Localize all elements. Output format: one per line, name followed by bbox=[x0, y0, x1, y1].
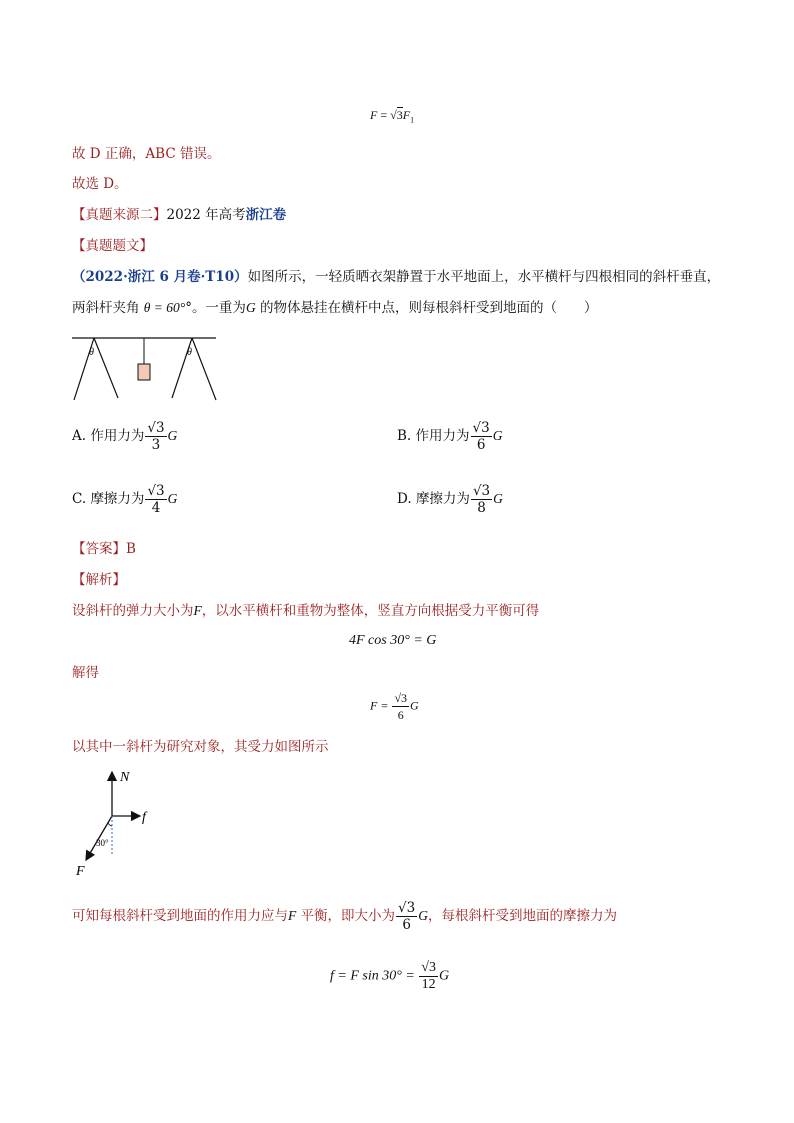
question-line-1 bbox=[72, 268, 720, 286]
sqrt-radicand: 3 bbox=[396, 108, 403, 122]
option-b-text: 作用力为 bbox=[415, 428, 470, 444]
eq2-den: 6 bbox=[397, 708, 404, 722]
option-c[interactable] bbox=[72, 483, 177, 516]
formula-var: F bbox=[402, 108, 411, 122]
question-line-2 bbox=[72, 299, 597, 317]
question-text-2a: 两斜杆夹角 bbox=[72, 300, 144, 316]
option-a-den: 3 bbox=[151, 437, 161, 453]
option-c-letter: C. bbox=[72, 491, 87, 507]
option-b-var: G bbox=[492, 428, 503, 443]
option-d-den: 8 bbox=[477, 500, 486, 516]
line3-num: 3 bbox=[406, 900, 416, 916]
eq3-lhs: f = F sin 30° = bbox=[330, 968, 419, 984]
source-line bbox=[72, 206, 286, 224]
force-diagram bbox=[68, 764, 163, 880]
question-text-2b: °。一重为 bbox=[185, 300, 246, 316]
eq3-den: 12 bbox=[421, 977, 436, 992]
left-leg-2 bbox=[94, 338, 118, 398]
analysis-text-3b: 平衡，即大小为 bbox=[296, 908, 396, 924]
question-weight-G: G bbox=[245, 300, 256, 315]
equation-1: 4F cos 30° = G bbox=[349, 633, 437, 648]
option-a-letter: A. bbox=[72, 428, 87, 444]
line3-fraction: $\frac{√3}{6}$ bbox=[398, 900, 416, 933]
option-d-fraction: $\frac{√3}{8}$ bbox=[472, 483, 491, 516]
option-a[interactable] bbox=[72, 420, 177, 453]
option-c-text: 摩擦力为 bbox=[90, 491, 145, 507]
analysis-text-3c: ，每根斜杆受到地面的摩擦力为 bbox=[428, 908, 617, 924]
option-b[interactable] bbox=[397, 420, 502, 453]
analysis-text-1a: 设斜杆的弹力大小为 bbox=[72, 603, 194, 619]
formula-subscript: 1 bbox=[410, 115, 415, 125]
answer-line: 【答案】B bbox=[72, 541, 136, 557]
question-text-1: 如图所示，一轻质晒衣架静置于水平地面上，水平横杆与四根相同的斜杆垂直， bbox=[247, 269, 721, 285]
analysis-tag: 【解析】 bbox=[72, 572, 126, 588]
eq2-var: G bbox=[410, 698, 419, 713]
eq3-fraction: $\frac{√3}{12}$ bbox=[421, 960, 436, 992]
solve-label: 解得 bbox=[72, 665, 99, 681]
option-d-text: 摩擦力为 bbox=[415, 491, 470, 507]
label-f: f bbox=[142, 810, 146, 825]
source-text: 2022 年高考 bbox=[166, 207, 246, 223]
question-text-2c: 的物体悬挂在横杆中点，则每根斜杆受到地面的（ ） bbox=[255, 300, 598, 316]
option-a-num: 3 bbox=[155, 420, 165, 436]
option-a-text: 作用力为 bbox=[90, 428, 145, 444]
option-c-var: G bbox=[167, 491, 178, 506]
source-region: 浙江卷 bbox=[245, 207, 287, 223]
option-b-den: 6 bbox=[476, 437, 486, 453]
question-title-tag: 【真题题文】 bbox=[72, 238, 153, 254]
conclusion-line-2: 故选 D。 bbox=[72, 176, 128, 192]
analysis-line-3 bbox=[72, 900, 617, 933]
equation-2 bbox=[370, 690, 419, 723]
previous-formula bbox=[370, 108, 414, 124]
option-d[interactable] bbox=[397, 483, 503, 516]
formula-equals: = bbox=[377, 108, 391, 122]
option-d-letter: D. bbox=[397, 491, 412, 507]
eq2-num: 3 bbox=[401, 691, 408, 705]
label-angle: 30° bbox=[96, 838, 109, 848]
option-d-var: G bbox=[493, 491, 503, 506]
question-prefix: （2022·浙江 6 月卷·T10） bbox=[72, 269, 248, 285]
source-tag: 【真题来源二】 bbox=[72, 207, 167, 223]
clothes-rack-figure bbox=[70, 330, 220, 402]
option-c-den: 4 bbox=[151, 500, 161, 516]
option-a-fraction: $\frac{√3}{3}$ bbox=[147, 420, 165, 453]
eq2-lhs: F = bbox=[370, 698, 392, 713]
option-c-num: 3 bbox=[156, 483, 165, 499]
conclusion-line-1: 故 D 正确，ABC 错误。 bbox=[72, 146, 221, 162]
theta-expression: θ = 60° bbox=[143, 300, 186, 315]
line3-var: G bbox=[418, 908, 428, 923]
label-N: N bbox=[120, 770, 130, 785]
analysis-line-2: 以其中一斜杆为研究对象，其受力如图所示 bbox=[72, 739, 329, 755]
right-leg-2 bbox=[192, 338, 216, 400]
option-b-num: 3 bbox=[481, 420, 490, 436]
analysis-text-3a: 可知每根斜杆受到地面的作用力应与 bbox=[72, 908, 288, 924]
option-b-fraction: $\frac{√3}{6}$ bbox=[472, 420, 490, 453]
formula-lhs: F bbox=[370, 108, 378, 122]
option-b-letter: B. bbox=[397, 428, 412, 444]
sqrt-sign: √ bbox=[390, 108, 397, 122]
theta-label-right: θ bbox=[187, 347, 192, 358]
line3-den: 6 bbox=[402, 917, 411, 933]
theta-label-left: θ bbox=[89, 347, 94, 358]
angle-arc bbox=[108, 823, 112, 826]
analysis-var-F: F bbox=[193, 603, 202, 618]
equation-3 bbox=[330, 960, 449, 993]
option-a-var: G bbox=[167, 428, 178, 443]
label-F: F bbox=[76, 864, 85, 879]
option-c-fraction: $\frac{√3}{4}$ bbox=[147, 483, 165, 516]
analysis-text-1b: ，以水平横杆和重物为整体，竖直方向根据受力平衡可得 bbox=[201, 603, 540, 619]
analysis-var-F-2: F bbox=[288, 908, 297, 923]
analysis-line-1 bbox=[72, 602, 539, 620]
eq3-num: 3 bbox=[428, 960, 436, 975]
eq2-fraction: $\frac{√3}{6}$ bbox=[394, 691, 408, 722]
option-d-num: 3 bbox=[481, 483, 491, 499]
eq3-var: G bbox=[438, 968, 450, 984]
hanging-weight bbox=[138, 364, 150, 380]
